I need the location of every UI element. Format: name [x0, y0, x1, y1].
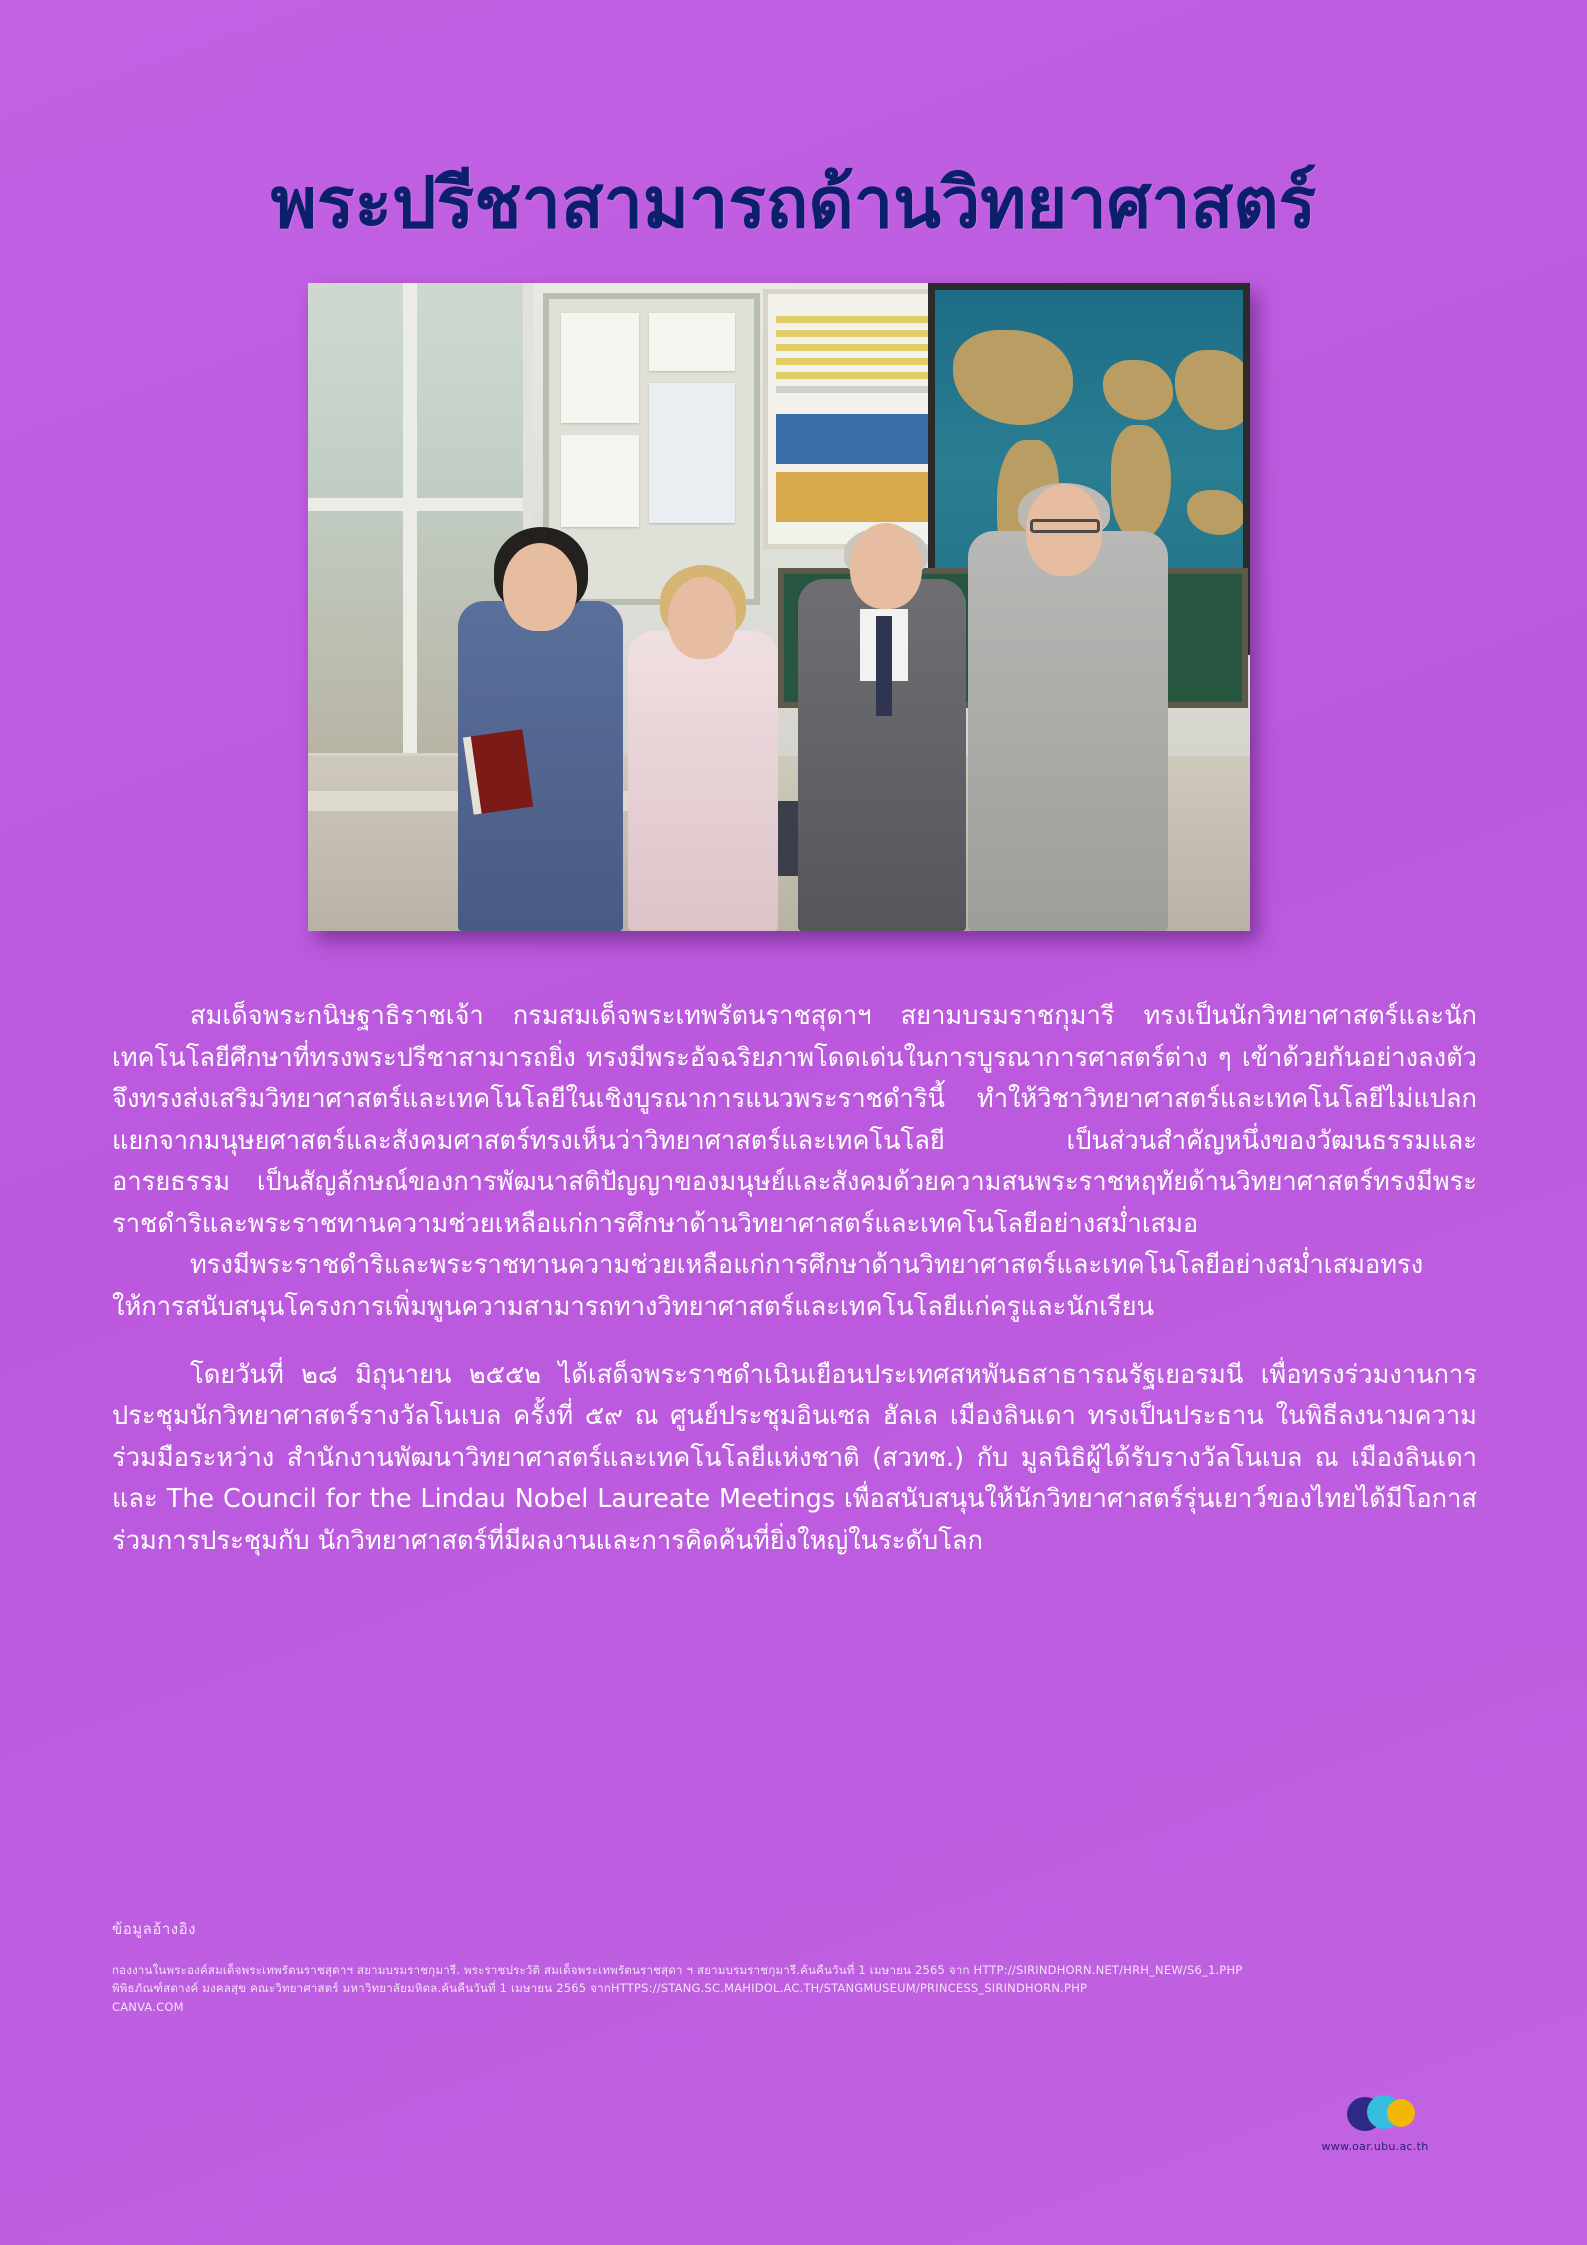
- photo-person-third: [798, 501, 973, 931]
- page-title: พระปรีชาสามารถด้านวิทยาศาสตร์: [270, 161, 1317, 244]
- paragraph-1: สมเด็จพระกนิษฐาธิราชเจ้า กรมสมเด็จพระเทพรัตนราชสุดาฯ สยามบรมราชกุมารี ทรงเป็นนักวิทยาศาสตร์และนักเทคโนโลยีศึกษาที่ทรงพระปรีชาสามารถยิ่ง ทรงมีพระอัจฉริยภาพโดดเด่นในการบูรณาการศาสตร์ต่าง ๆ เข้าด้วยกันอย่างลงตัว จึงทรงส่งเสริมวิทยาศาสตร์และเทคโนโลยีในเชิงบูรณาการแนวพระราชดำรินี้ ทำให้วิชาวิทยาศาสตร์และเทคโนโลยีไม่แปลกแยกจากมนุษยศาสตร์และสังคมศาสตร์ทรงเห็นว่าวิทยาศาสตร์และเทคโนโลยี เป็นส่วนสำคัญหนึ่งของวัฒนธรรมและอารยธรรม เป็นสัญลักษณ์ของการพัฒนาสติปัญญาของมนุษย์และสังคมด้วยความสนพระราชหฤทัยด้านวิทยาศาสตร์ทรงมีพระราชดำริและพระราชทานความช่วยเหลือแก่การศึกษาด้านวิทยาศาสตร์และเทคโนโลยีอย่างสม่ำเสมอ: [112, 1001, 1477, 1239]
- photo-person-second: [628, 551, 783, 931]
- reference-line-3: CANVA.COM: [112, 1999, 184, 2014]
- photo-person-left: [458, 531, 628, 931]
- photograph: [308, 283, 1250, 931]
- body-text: [112, 996, 1477, 1562]
- photo-person-right: [968, 461, 1173, 931]
- organization-logo: [1295, 2093, 1455, 2153]
- references-block: [112, 1917, 1477, 2016]
- reference-line-1: กองงานในพระองค์สมเด็จพระเทพรัตนราชสุดาฯ สยามบรมราชกุมารี. พระราชประวัติ สมเด็จพระเทพรัตนราชสุดา ฯ สยามบรมราชกุมารี.ค้นคืนวันที่ 1 เมษายน 2565 จาก HTTP://SIRINDHORN.NET/HRH_NEW/S6_1.PHP: [112, 1963, 1243, 1977]
- references-heading: ข้อมูลอ้างอิง: [112, 1920, 196, 1938]
- reference-line-2: พิพิธภัณฑ์สตางค์ มงคลสุข คณะวิทยาศาสตร์ มหาวิทยาลัยมหิดล.ค้นคืนวันที่ 1 เมษายน 2565 จากHTTPS://STANG.SC.MAHIDOL.AC.TH/STANGMUSEUM/PRINCESS_SIRINDHORN.PHP: [112, 1981, 1088, 1996]
- photo-book: [463, 729, 533, 815]
- logo-icon: [1295, 2093, 1455, 2137]
- logo-url: www.oar.ubu.ac.th: [1321, 2140, 1429, 2153]
- paragraph-3: โดยวันที่ ๒๘ มิถุนายน ๒๕๕๒ ได้เสด็จพระราชดำเนินเยือนประเทศสหพันธสาธารณรัฐเยอรมนี เพื่อทรงร่วมงานการประชุมนักวิทยาศาสตร์รางวัลโนเบล ครั้งที่ ๕๙ ณ ศูนย์ประชุมอินเซล ฮัลเล เมืองลินเดา ทรงเป็นประธาน ในพิธีลงนามความร่วมมือระหว่าง สำนักงานพัฒนาวิทยาศาสตร์และเทคโนโลยีแห่งชาติ (สวทช.) กับ มูลนิธิผู้ได้รับรางวัลโนเบล ณ เมืองลินเดา และ The Council for the Lindau Nobel Laureate Meetings เพื่อสนับสนุนให้นักวิทยาศาสตร์รุ่นเยาว์ของไทยได้มีโอกาสร่วมการประชุมกับ นักวิทยาศาสตร์ที่มีผลงานและการคิดค้นที่ยิ่งใหญ่ในระดับโลก: [112, 1359, 1477, 1556]
- paragraph-2: ทรงมีพระราชดำริและพระราชทานความช่วยเหลือแก่การศึกษาด้านวิทยาศาสตร์และเทคโนโลยีอย่างสม่ำเสมอทรงให้การสนับสนุนโครงการเพิ่มพูนความสามารถทางวิทยาศาสตร์และเทคโนโลยีแก่ครูและนักเรียน: [112, 1250, 1424, 1322]
